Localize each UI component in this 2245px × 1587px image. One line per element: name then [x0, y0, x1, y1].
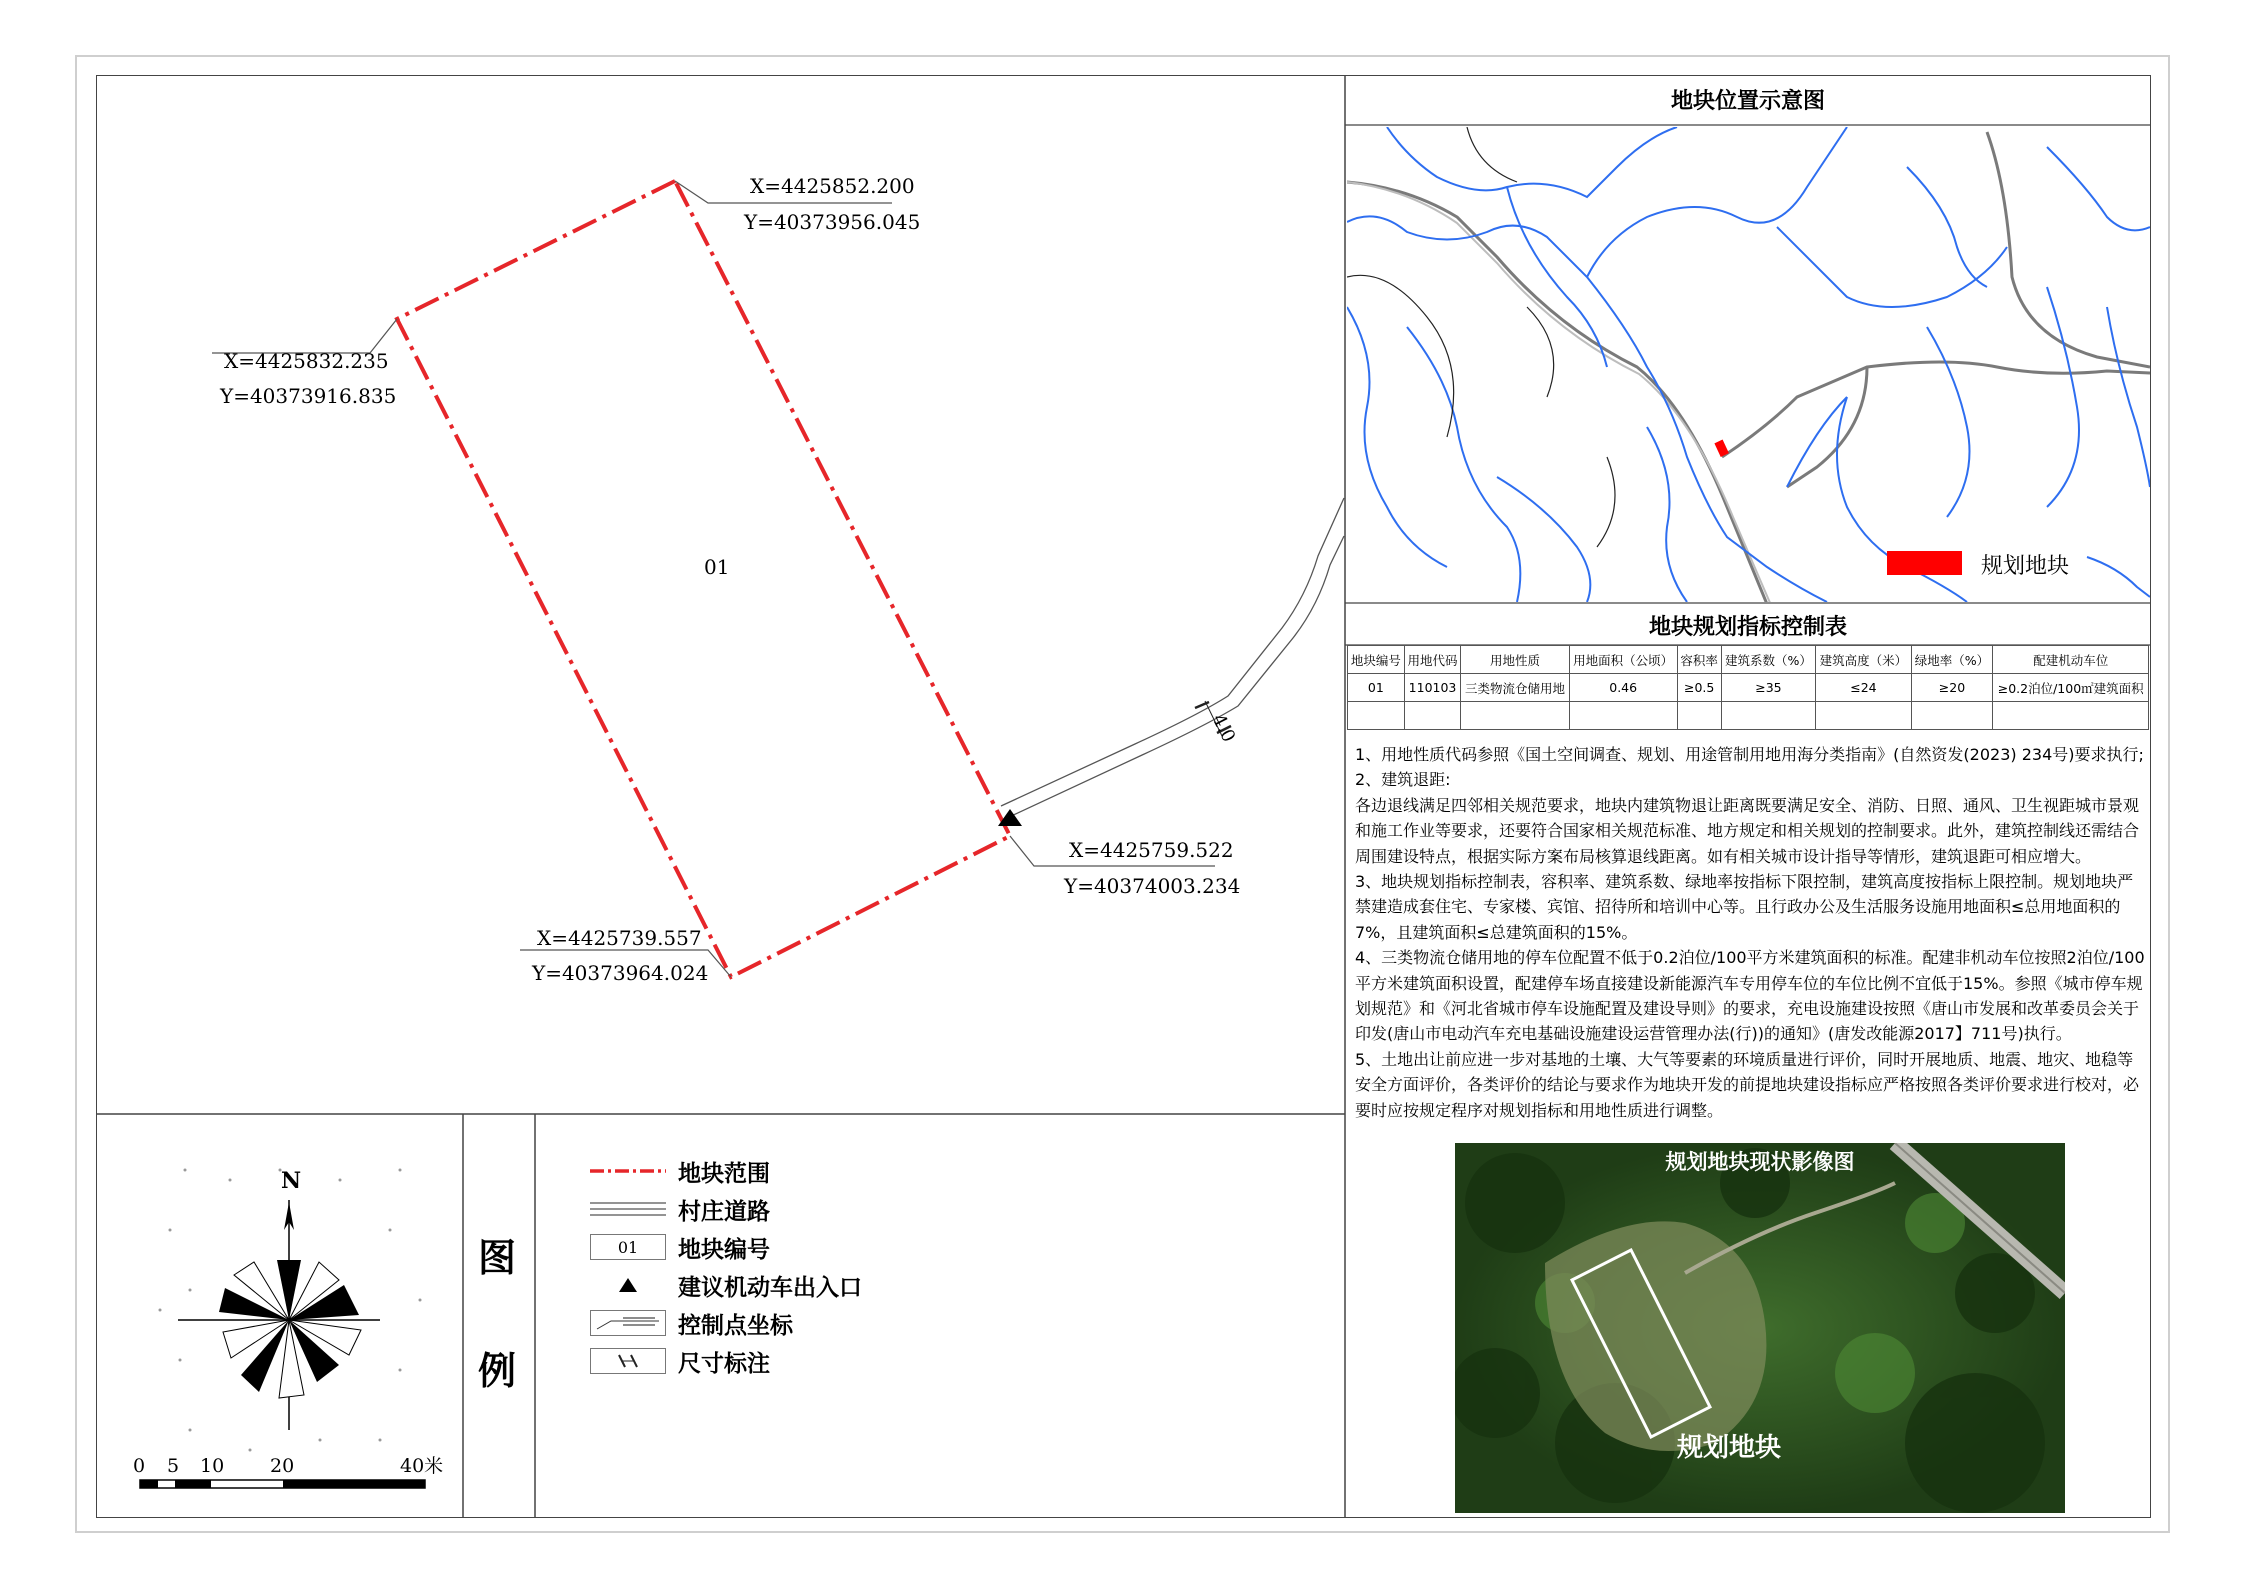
note-2-detail: 各边退线满足四邻相关规范要求，地块内建筑物退让距离既要满足安全、消防、日照、通风、卫生视距城市景观和施工作业等要求，还要符合国家相关规范标准、地方规定和相关规划的控制要求。此外，建筑控制线还需结合周围建设特点，根据实际方案布局核算退线距离。如有相关城市设计指导等情形，建筑退距可相应增大。 [1355, 795, 2140, 866]
parcel-boundary [397, 181, 1010, 977]
scale-tick-5: 5 [167, 1455, 180, 1477]
coord-y-1: Y=40373956.045 [744, 210, 921, 234]
legend-item-control-point [590, 1308, 793, 1338]
legend-item-parcel-number [590, 1232, 770, 1262]
legend-item-dimension [590, 1346, 770, 1376]
legend-label: 地块编号 [678, 1236, 770, 1263]
coord-y-2: Y=40373916.835 [220, 384, 397, 408]
coord-x-1: X=4425852.200 [750, 174, 915, 198]
table-header: 容积率 [1677, 646, 1721, 674]
control-table-title: 地块规划指标控制表 [1648, 615, 1847, 640]
table-header: 用地代码 [1404, 646, 1461, 674]
table-header: 用地性质 [1461, 646, 1569, 674]
coord-x-4: X=4425739.557 [537, 926, 702, 950]
scale-tick-0: 0 [133, 1455, 146, 1477]
scale-tick-10: 10 [200, 1455, 225, 1477]
note-3: 3、地块规划指标控制表，容积率、建筑系数、绿地率按指标下限控制，建筑高度按指标上限控制。规划地块严禁建造成套住宅、专家楼、宾馆、招待所和培训中心等。且行政办公及生活服务设施用地面积≤总用地面积的7%，且建筑面积≤总建筑面积的15%。 [1355, 872, 2134, 942]
table-cell: 01 [1348, 674, 1405, 702]
control-table-header-row [1348, 646, 2149, 674]
aerial-parcel-label: 规划地块 [1677, 1433, 1782, 1463]
planning-notes [1355, 742, 2145, 1123]
legend-label: 尺寸标注 [678, 1350, 770, 1377]
scale-tick-20: 20 [270, 1455, 295, 1477]
table-cell: ≥20 [1911, 674, 1993, 702]
location-map-legend-swatch [1887, 551, 1962, 575]
table-header: 地块编号 [1348, 646, 1405, 674]
location-map-rivers [1347, 127, 2150, 602]
table-row-empty [1348, 702, 2149, 730]
location-map-legend-label: 规划地块 [1981, 554, 2070, 579]
table-cell: 110103 [1404, 674, 1461, 702]
north-arrow [130, 1150, 450, 1500]
table-header: 绿地率（%） [1911, 646, 1993, 674]
wind-rose [219, 1260, 361, 1398]
location-map-roads [1347, 132, 2150, 602]
scale-bar [133, 1455, 443, 1488]
note-1: 1、用地性质代码参照《国土空间调查、规划、用途管制用地用海分类指南》(自然资发(2023) 234号)要求执行; [1355, 745, 2144, 764]
coord-y-3: Y=40374003.234 [1064, 874, 1241, 898]
legend-title-char-2: 例 [478, 1349, 517, 1393]
dashdot-line-icon [590, 1158, 666, 1184]
note-2: 2、建筑退距: [1355, 770, 1451, 790]
dimension-icon [590, 1348, 666, 1374]
legend-title-char-1: 图 [478, 1236, 517, 1280]
table-header: 用地面积（公顷） [1569, 646, 1677, 674]
scale-tick-40: 40米 [400, 1455, 444, 1477]
legend-label: 控制点坐标 [678, 1312, 793, 1339]
double-line-icon [590, 1196, 666, 1222]
coordinate-leaders [212, 181, 1215, 977]
coord-x-2: X=4425832.235 [224, 349, 389, 373]
table-cell: 三类物流仓储用地 [1461, 674, 1569, 702]
note-5: 5、土地出让前应进一步对基地的土壤、大气等要素的环境质量进行评价，同时开展地质、地震、地灾、地稳等安全方面评价，各类评价的结论与要求作为地块开发的前提地块建设指标应严格按照各类评价要求进行校对，必要时应按规定程序对规划指标和用地性质进行调整。 [1355, 1049, 2140, 1120]
table-row [1348, 674, 2149, 702]
location-map [1347, 127, 2150, 602]
location-map-title: 地块位置示意图 [1670, 89, 1825, 114]
legend-item-boundary [590, 1156, 770, 1186]
aerial-title: 规划地块现状影像图 [1665, 1149, 1855, 1174]
legend-item-entrance [590, 1270, 862, 1300]
north-label: N [281, 1168, 302, 1194]
table-header: 配建机动车位 [1993, 646, 2149, 674]
aerial-image [1455, 1143, 2065, 1513]
table-header: 建筑高度（米） [1816, 646, 1911, 674]
table-header: 建筑系数（%） [1721, 646, 1816, 674]
table-cell: ≥35 [1721, 674, 1816, 702]
table-cell: ≥0.5 [1677, 674, 1721, 702]
coord-y-4: Y=40373964.024 [532, 961, 709, 985]
village-road [1001, 498, 1344, 818]
coord-x-3: X=4425759.522 [1069, 838, 1234, 862]
parcel-label: 01 [704, 555, 730, 579]
road-width-label: 4.0 [1207, 710, 1240, 746]
parcel-number-icon: 01 [590, 1234, 666, 1260]
legend-label: 建议机动车出入口 [678, 1274, 862, 1301]
legend-label: 村庄道路 [678, 1198, 770, 1225]
table-cell: ≤24 [1816, 674, 1911, 702]
control-table [1347, 645, 2149, 730]
note-4: 4、三类物流仓储用地的停车位配置不低于0.2泊位/100平方米建筑面积的标准。配建非机动车位按照2泊位/100平方米建筑面积设置，配建停车场直接建设新能源汽车专用停车位的车位比例不宜低于15%。参照《城市停车规划规范》和《河北省城市停车设施配置及建设导则》的要求，充电设施建设按照《唐山市发展和改革委员会关于印发(唐山市电动汽车充电基础设施建设运营管理办法(行))的通知》(唐发改能源2017】711号)执行。 [1355, 948, 2145, 1044]
triangle-icon [590, 1272, 666, 1298]
table-cell: 0.46 [1569, 674, 1677, 702]
legend-item-road [590, 1194, 770, 1224]
legend-label: 地块范围 [678, 1160, 770, 1187]
leader-line-icon [590, 1310, 666, 1336]
table-cell: ≥0.2泊位/100㎡建筑面积 [1993, 674, 2149, 702]
